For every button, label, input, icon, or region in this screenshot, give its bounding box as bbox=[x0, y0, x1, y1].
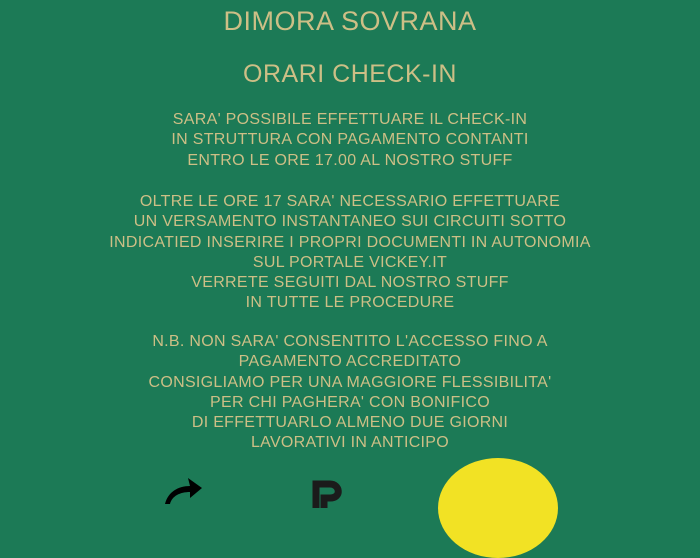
text-line: SARA' POSSIBILE EFFETTUARE IL CHECK-IN bbox=[172, 111, 528, 128]
text-line: PAGAMENTO ACCREDITATO bbox=[238, 353, 462, 371]
text-line: ENTRO LE ORE 17.00 AL NOSTRO STUFF bbox=[187, 151, 513, 169]
text-line: OLTRE LE ORE 17 SARA' NECESSARIO EFFETTUARE bbox=[139, 193, 561, 210]
text-line: INDICATIED INSERIRE I PROPRI DOCUMENTI IN AUTONOMIA bbox=[109, 233, 591, 251]
text-line: CONSIGLIAMO PER UNA MAGGIORE FLESSIBILITA' bbox=[148, 373, 552, 391]
text-line: N.B. NON SARA' CONSENTITO L'ACCESSO FINO A bbox=[152, 333, 548, 350]
paypal-logo-icon bbox=[310, 478, 350, 508]
text-line: PER CHI PAGHERA' CON BONIFICO bbox=[210, 393, 490, 411]
text-line: IN STRUTTURA CON PAGAMENTO CONTANTI bbox=[171, 131, 529, 149]
text-line: DI EFFETTUARLO ALMENO DUE GIORNI bbox=[191, 414, 509, 432]
text-line: SUL PORTALE VICKEY.IT bbox=[252, 253, 448, 271]
page-subtitle: ORARI CHECK-IN bbox=[243, 60, 457, 88]
text-line: UN VERSAMENTO INSTANTANEO SUI CIRCUITI SOTTO bbox=[133, 213, 567, 231]
text-line: VERRETE SEGUITI DAL NOSTRO STUFF bbox=[191, 274, 509, 292]
note-paragraph bbox=[0, 332, 700, 454]
late-checkin-paragraph bbox=[0, 192, 700, 314]
text-line: LAVORATIVI IN ANTICIPO bbox=[250, 434, 450, 452]
text-line: IN TUTTE LE PROCEDURE bbox=[245, 294, 455, 312]
cash-checkin-paragraph bbox=[0, 110, 700, 171]
yellow-circle-logo-icon bbox=[438, 458, 558, 558]
page-title: DIMORA SOVRANA bbox=[223, 6, 477, 36]
